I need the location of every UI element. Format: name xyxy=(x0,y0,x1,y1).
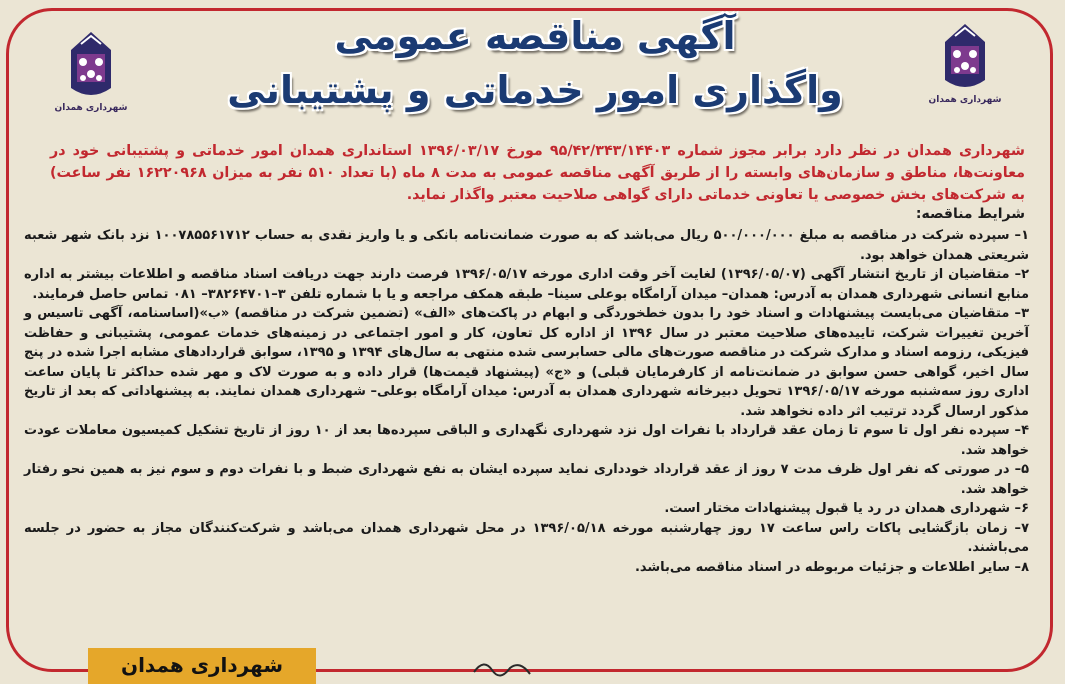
condition-item: ۱– سپرده شرکت در مناقصه به مبلغ ۵۰۰/۰۰۰/۰۰۰ ریال می‌باشد که به صورت ضمانت‌نامه بانکی و یا واریز نقدی به حساب ۱۰۰۷۸۵۵۶۱۷۱۲ نزد بانک شهر شعبه شریعتی همدان خواهد بود. xyxy=(24,228,1029,263)
ad-title-line2: واگذاری امور خدماتی و پشتیبانی xyxy=(227,68,843,112)
municipality-logo-right xyxy=(920,22,1010,122)
condition-item: ۲– متقاضیان از تاریخ انتشار آگهی (۱۳۹۶/۰۵/۰۷) لغایت آخر وقت اداری مورخه ۱۳۹۶/۰۵/۱۷ فرصت دارند جهت دریافت اسناد مناقصه و اطلاعات بیشتر به اداره منابع انسانی شهرداری همدان به آدرس: همدان– میدان آرامگاه بوعلی سینا– طبقه همکف مراجعه و یا با شماره تلفن ۳–۳۸۲۶۴۷۰۱– ۰۸۱ تماس حاصل فرمایند. xyxy=(24,267,1030,302)
ad-title-line1: آگهی مناقصه عمومی xyxy=(334,14,736,58)
condition-item: ۳– متقاضیان می‌بایست پیشنهادات و اسناد خود را بدون خطخوردگی و ابهام در پاکت‌های «الف» (تضمین شرکت در مناقصه) «ب»(اساسنامه، آگهی تاسیس و آخرین تغییرات شرکت، تاییده‌های صلاحیت معتبر در سال ۱۳۹۶ از اداره کل تعاون، کار و امور اجتماعی در زمینه‌های خدمات عمومی، پشتیبانی و حفاظت فیزیکی، رزومه اسناد و مدارک شرکت در مناقصه صورت‌های مالی حسابرسی شده منتهی به سال‌های ۱۳۹۴ و ۱۳۹۵، سوابق قراردادهای مشابه اجرا شده در پنج سال اخیر، گواهی حسن سوابق در ضمانت‌نامه از کارفرمایان قبلی) و «ج» (پیشنهاد قیمت‌ها) قرار داده و به صورت لاک و مهر شده حداکثر تا پایان ساعت اداری روز سه‌شنبه مورخه ۱۳۹۶/۰۵/۱۷ تحویل دبیرخانه شهرداری همدان به آدرس: میدان آرامگاه بوعلی– شهرداری همدان نمایند. به پیشنهاداتی که بعد از تاریخ مذکور ارسال گردد ترتیب اثر داده نخواهد شد. xyxy=(24,306,1030,419)
logo-caption-left: شهرداری همدان xyxy=(54,103,128,113)
logo-caption-right: شهرداری همدان xyxy=(928,95,1002,105)
conditions-list xyxy=(24,226,1029,577)
municipality-emblem-icon xyxy=(63,30,119,102)
municipality-logo-left xyxy=(46,30,136,130)
condition-item: ۵– در صورتی که نفر اول ظرف مدت ۷ روز از عقد قرارداد خودداری نماید سپرده ایشان به نفع شهرداری ضبط و با نفرات دوم و سوم نیز به همین نحو رفتار خواهد شد. xyxy=(24,462,1030,497)
municipality-emblem-icon xyxy=(937,22,993,94)
condition-item: ۴– سپرده نفر اول تا سوم تا زمان عقد قرارداد با نفرات اول نزد شهرداری نگهداری و الباقی سپرده‌ها بعد از ۱۰ روز از تاریخ تشکیل کمیسیون معاملات عودت خواهد شد. xyxy=(24,423,1029,458)
conditions-heading: شرایط مناقصه: xyxy=(915,206,1025,222)
condition-item: ۶– شهرداری همدان در رد یا قبول پیشنهادات مختار است. xyxy=(664,501,1029,516)
condition-item: ۷– زمان بازگشایی پاکات راس ساعت ۱۷ روز چهارشنبه مورخه ۱۳۹۶/۰۵/۱۸ در محل شهرداری همدان می‌باشد و شرکت‌کنندگان مجاز به حضور در جلسه می‌باشند. xyxy=(24,520,1029,555)
handwritten-mark-icon xyxy=(470,654,540,680)
intro-paragraph: شهرداری همدان در نظر دارد برابر مجوز شماره ۹۵/۴۲/۳۴۳/۱۴۴۰۳ مورخ ۱۳۹۶/۰۳/۱۷ استانداری همدان امور خدماتی و پشتیبانی خود در معاونت‌ها، مناطق و سازمان‌های وابسته را از طریق آگهی مناقصه عمومی به مدت ۸ ماه (با تعداد ۵۱۰ نفر به میزان ۱۶۲۲۰۹۶۸ نفر ساعت) به شرکت‌های بخش خصوصی یا تعاونی خدماتی دارای گواهی صلاحیت معتبر واگذار نماید. xyxy=(50,143,1026,203)
footer-badge: شهرداری همدان xyxy=(88,648,316,684)
condition-item: ۸– سایر اطلاعات و جزئیات مربوطه در اسناد مناقصه می‌باشد. xyxy=(634,559,1029,575)
